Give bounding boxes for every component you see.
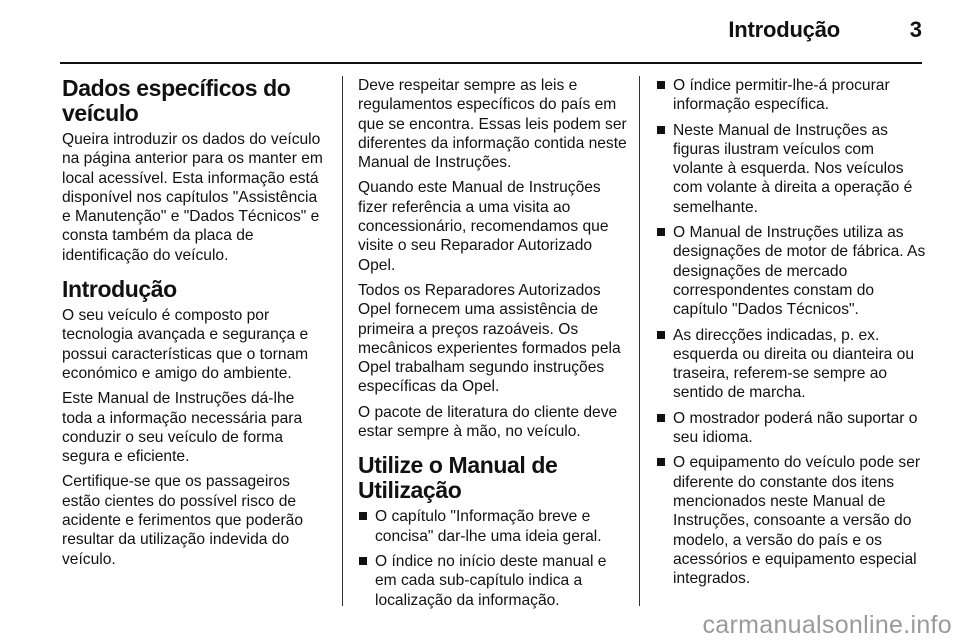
paragraph: Deve respeitar sempre as leis e regulamentos específicos do país em que se encontra. Essas leis podem ser diferentes da informação contida neste Manual de Instruções. <box>358 77 627 172</box>
square-bullet-icon <box>657 331 665 339</box>
list-item-text: Neste Manual de Instruções as figuras ilustram veículos com volante à esquerda. Nos veículos com volante à direita a operação é semelhante. <box>673 121 913 216</box>
paragraph: Este Manual de Instruções dá-lhe toda a informação necessária para conduzir o seu veículo de forma segura e eficiente. <box>62 390 303 466</box>
square-bullet-icon <box>657 126 665 134</box>
list-item-text: O mostrador poderá não suportar o seu idioma. <box>673 409 918 447</box>
page-number: 3 <box>909 17 922 42</box>
section-title-vehicle-data: Dados específicos do veículo <box>62 75 291 126</box>
list-item-text: O índice permitir-lhe-á procurar informação específica. <box>673 77 890 114</box>
column-divider-2 <box>639 76 640 606</box>
list-item-text: O capítulo "Informação breve e concisa" dar-lhe uma ideia geral. <box>375 508 602 545</box>
square-bullet-icon <box>657 81 665 89</box>
list-item-text: O Manual de Instruções utiliza as designações de motor de fábrica. As designações de mercado correspondentes constam do capítulo "Dados Técnicos". <box>673 224 926 319</box>
list-item <box>656 409 928 448</box>
paragraph: O seu veículo é composto por tecnologia avançada e segurança e possui características que o tornam económico e amigo do ambiente. <box>62 307 309 382</box>
list-item <box>358 552 628 610</box>
paragraph: Queira introduzir os dados do veículo na página anterior para os manter em local acessível. Esta informação está disponível nos capítulos "Assistência e Manutenção" e "Dados Técnicos" e consta também da placa de identificação do veículo. <box>62 131 323 264</box>
paragraph: Quando este Manual de Instruções fizer referência a uma visita ao concessionário, recomendamos que visite o seu Reparador Autorizado Opel. <box>358 179 609 274</box>
bullet-list <box>656 76 928 588</box>
list-item <box>656 326 928 403</box>
column-divider-1 <box>342 76 343 606</box>
list-item <box>358 507 628 546</box>
list-item-text: O equipamento do veículo pode ser diferente do constante dos itens mencionados neste Manual de Instruções, consoante a versão do modelo, a versão do país e os acessórios e equipamento especial integrados. <box>673 454 921 588</box>
column-2 <box>358 76 628 616</box>
column-1 <box>62 76 328 575</box>
column-3 <box>656 76 928 594</box>
page-header <box>0 0 960 50</box>
square-bullet-icon <box>657 414 665 422</box>
list-item-text: As direcções indicadas, p. ex. esquerda ou direita ou dianteira ou traseira, referem-se sempre ao sentido de marcha. <box>673 326 915 402</box>
paragraph: Certifique-se que os passageiros estão cientes do possível risco de acidente e ferimentos que poderão resultar da utilização indevida do veículo. <box>62 473 304 568</box>
list-item <box>656 223 928 319</box>
watermark: carmanualsonline.info <box>702 611 952 639</box>
section-title-use-manual: Utilize o Manual de Utilização <box>358 452 558 504</box>
bullet-list <box>358 507 628 609</box>
list-item <box>656 453 928 588</box>
list-item-text: O índice no início deste manual e em cada sub-capítulo indica a localização da informação. <box>375 552 607 609</box>
paragraph: O pacote de literatura do cliente deve estar sempre à mão, no veículo. <box>358 403 618 441</box>
section-title-introduction: Introdução <box>62 276 177 303</box>
list-item <box>656 121 928 217</box>
square-bullet-icon <box>657 458 665 466</box>
page-title: Introdução <box>728 17 840 42</box>
paragraph: Todos os Reparadores Autorizados Opel fornecem uma assistência de primeira a preços razoáveis. Os mecânicos experientes formados pela Opel trabalham segundo instruções específicas da Opel. <box>358 281 621 396</box>
square-bullet-icon <box>359 512 367 520</box>
header-divider <box>60 62 922 64</box>
square-bullet-icon <box>359 557 367 565</box>
list-item <box>656 76 928 115</box>
square-bullet-icon <box>657 228 665 236</box>
